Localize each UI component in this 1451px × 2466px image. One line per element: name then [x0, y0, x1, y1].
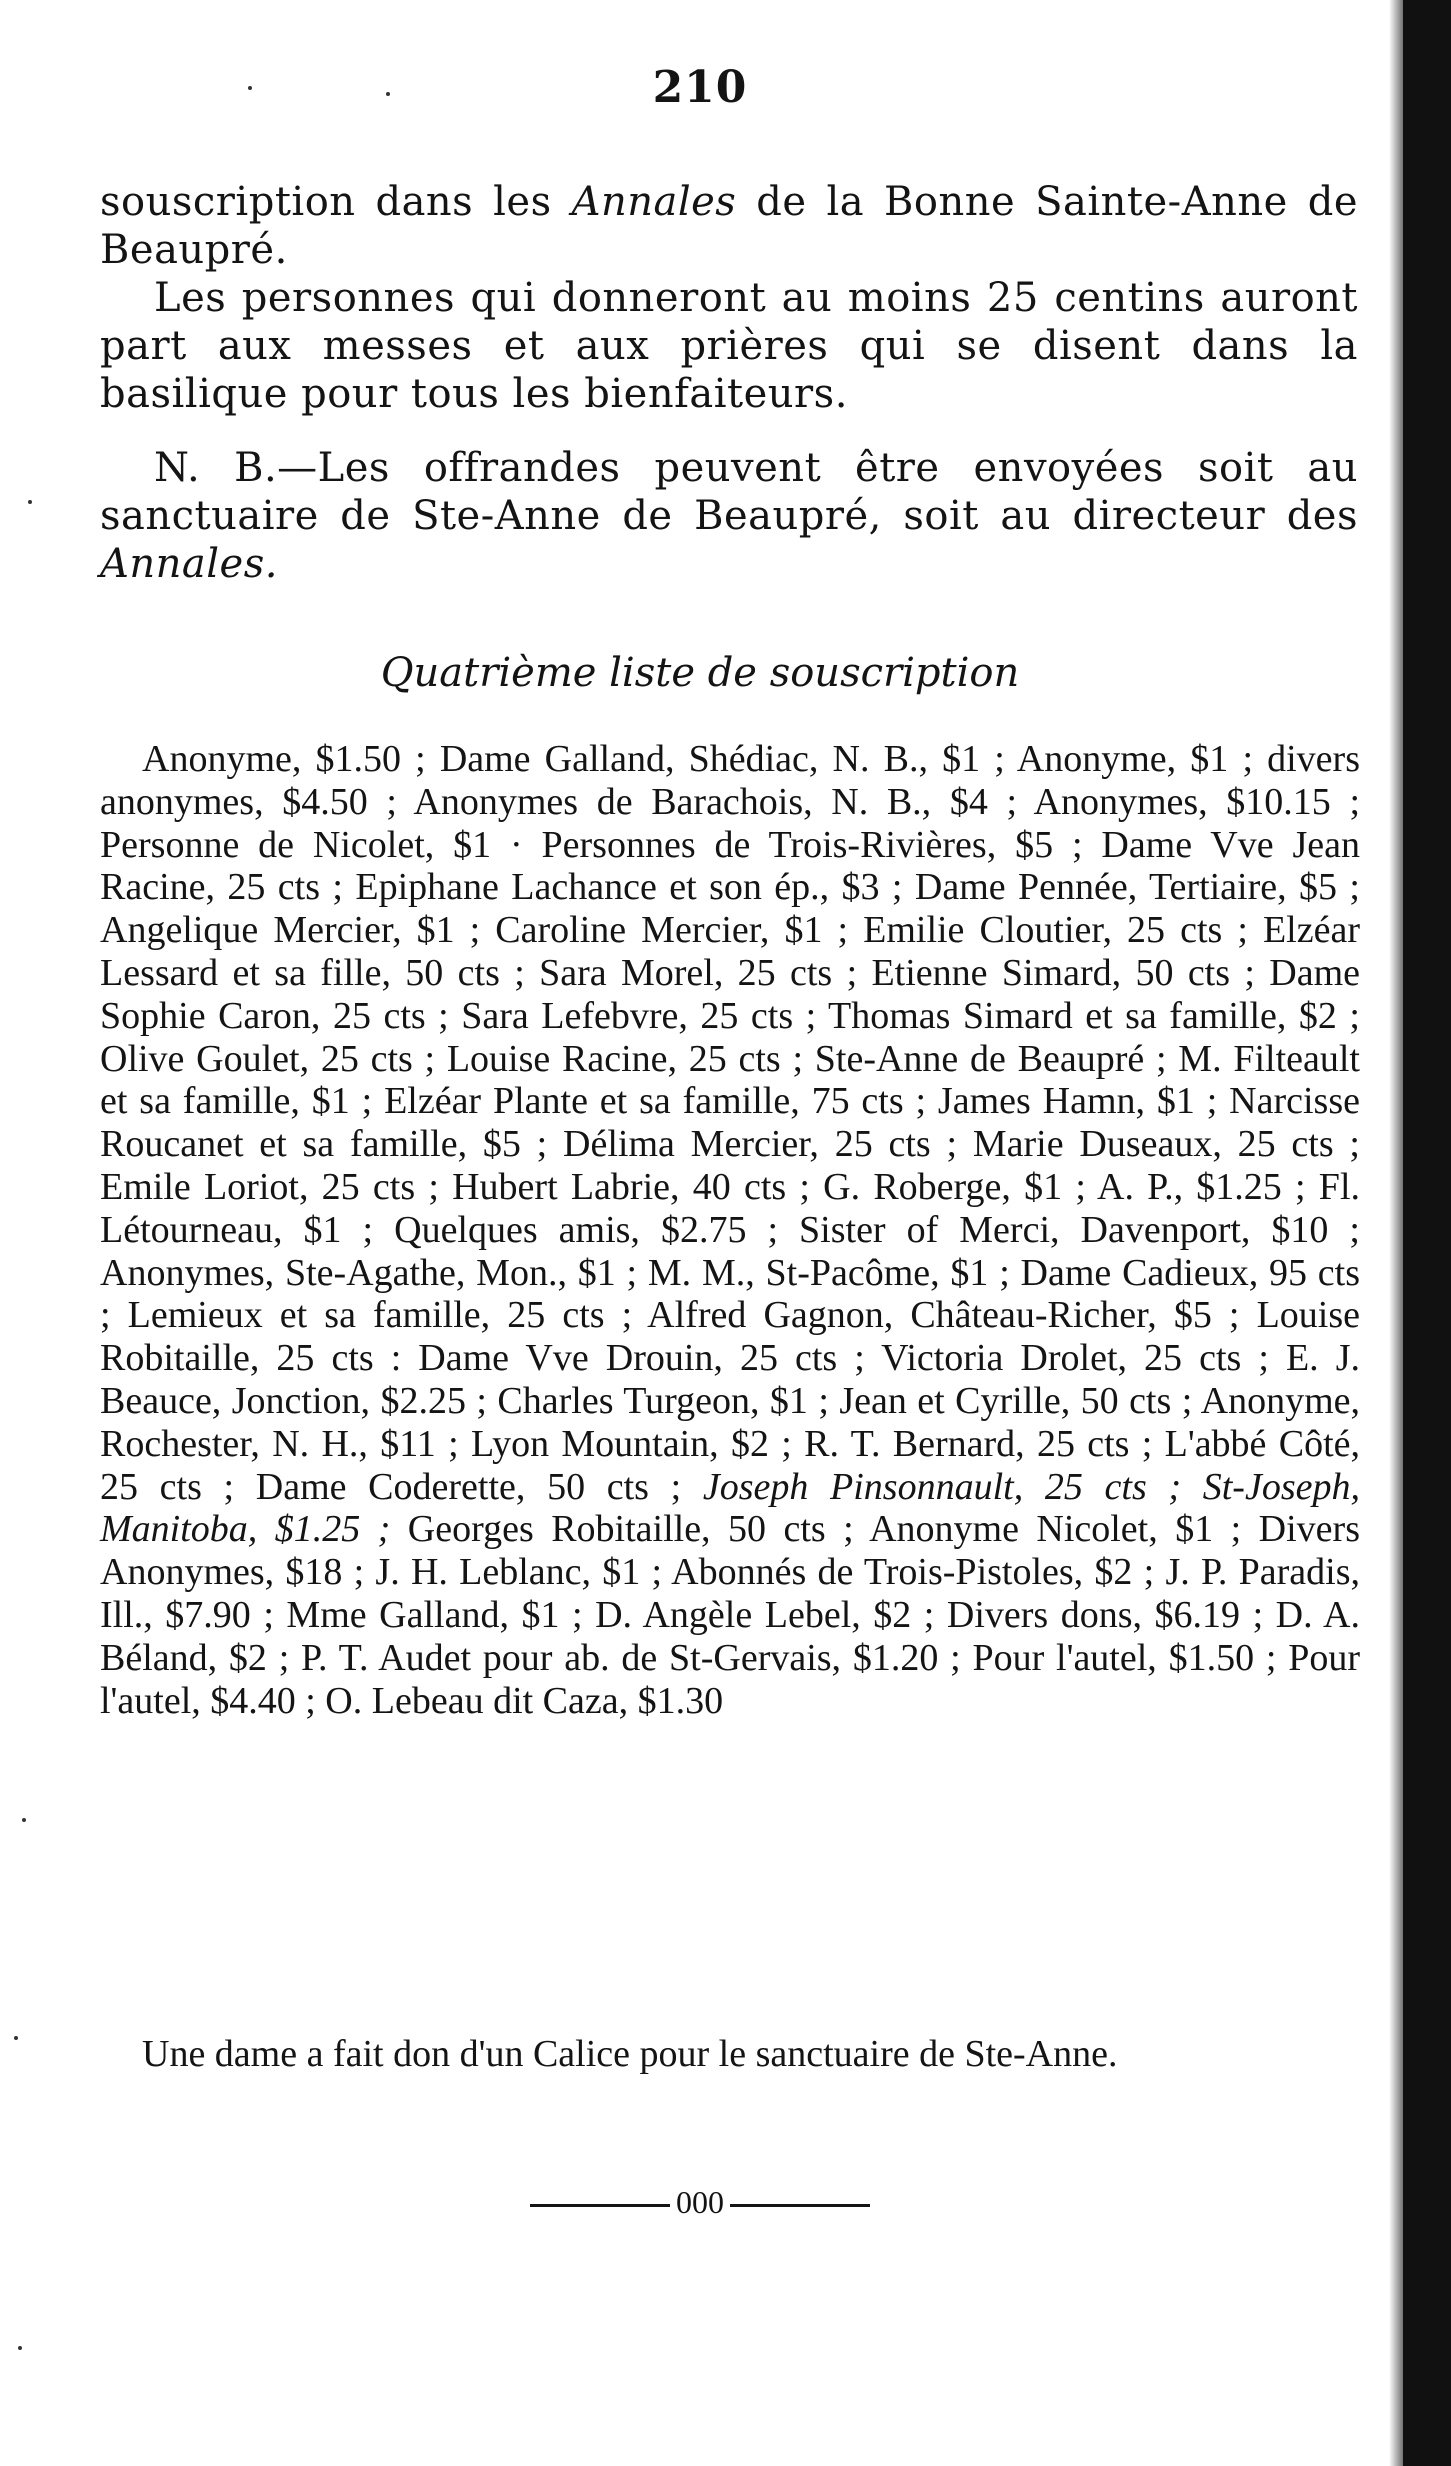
subscription-list: Anonyme, $1.50 ; Dame Galland, Shédiac, N. B., $1 ; Anonyme, $1 ; divers anonymes, $4.50 ; Anonymes de Barachois, N. B., $4 ; Anonymes, $10.15 ; Personne de Nicolet, $1 · Personnes de Trois-Rivières, $5 ; Dame Vve Jean Racine, 25 cts ; Epiphane Lachance et son ép., $3 ; Dame Pennée, Tertiaire, $5 ; Angelique Mercier, $1 ; Caroline Mercier, $1 ; Emilie Cloutier, 25 cts ; Elzéar Lessard et sa fille, 50 cts ; Sara Morel, 25 cts ; Etienne Simard, 50 cts ; Dame Sophie Caron, 25 cts ; Sara Lefebvre, 25 cts ; Thomas Simard et sa famille, $2 ; Olive Goulet, 25 cts ; Louise Racine, 25 cts ; Ste-Anne de Beaupré ; M. Filteault et sa famille, $1 ; Elzéar Plante et sa famille, 75 cts ; James Hamn, $1 ; Narcisse Roucanet et sa famille, $5 ; Délima Mercier, 25 cts ; Marie Duseaux, 25 cts ; Emile Loriot, 25 cts ; Hubert Labrie, 40 cts ; G. Roberge, $1 ; A. P., $1.25 ; Fl. Létourneau, $1 ; Quelques amis, $2.75 ; Sister of Merci, Davenport, $10 ; Anonymes, Ste-Agathe, Mon., $1 ; M. M., St-Pacôme, $1 ; Dame Cadieux, 95 cts ; Lemieux et sa famille, 25 cts ; Alfred Gagnon, Château-Richer, $5 ; Louise Robitaille, 25 cts : Dame Vve Drouin, 25 cts ; Victoria Drolet, 25 cts ; E. J. Beauce, Jonction, $2.25 ; Charles Turgeon, $1 ; Jean et Cyrille, 50 cts ; Anonyme, Rochester, N. H., $11 ; Lyon Mountain, $2 ; R. T. Bernard, 25 cts ; L'abbé Côté, 25 cts ; Dame Coderette, 50 cts ; Joseph Pinsonnault, 25 cts ; St-Joseph, Manitoba, $1.25 ; Georges Robitaille, 50 cts ; Anonyme Nicolet, $1 ; Divers Anonymes, $18 ; J. H. Leblanc, $1 ; Abonnés de Trois-Pistoles, $2 ; J. P. Paradis, Ill., $7.90 ; Mme Galland, $1 ; D. Angèle Lebel, $2 ; Divers dons, $6.19 ; D. A. Béland, $2 ; P. T. Audet pour ab. de St-Gervais, $1.20 ; Pour l'autel, $1.50 ; Pour l'autel, $4.40 ; O. Lebeau dit Caza, $1.30	[100, 738, 1360, 1722]
scan-speck	[14, 2036, 18, 2040]
scan-speck	[22, 1818, 26, 1822]
page-number: 210	[652, 62, 748, 113]
intro-paragraph-2: Les personnes qui donneront au moins 25 centins auront part aux messes et aux prières qui se disent dans la basilique pour tous les bienfaiteurs.	[100, 275, 1358, 417]
list-heading: Quatrième liste de souscription	[380, 650, 1020, 696]
section-separator	[0, 2182, 1400, 2222]
annales-title: Annales	[571, 179, 737, 225]
scan-binding-edge	[1403, 0, 1451, 2466]
intro-paragraph-1: souscription dans les Annales de la Bonne Sainte-Anne de Beaupré.	[100, 179, 1358, 273]
separator-rule-left	[530, 2204, 670, 2207]
intro-text	[100, 178, 1358, 588]
nota-bene-paragraph: N. B.—Les offrandes peuvent être envoyées soit au sanctuaire de Ste-Anne de Beaupré, soit au directeur des Annales.	[100, 445, 1358, 587]
closing-note: Une dame a fait don d'un Calice pour le sanctuaire de Ste-Anne.	[142, 2033, 1118, 2075]
annales-title: Annales.	[100, 541, 278, 587]
scan-speck	[28, 500, 32, 504]
scan-speck	[18, 2346, 22, 2350]
separator-mark: 000	[676, 2184, 724, 2220]
separator-rule-right	[730, 2204, 870, 2207]
subscription-list-italic: Joseph Pinsonnault, 25 cts ; St-Joseph, Manitoba, $1.25 ;	[100, 1465, 1360, 1551]
